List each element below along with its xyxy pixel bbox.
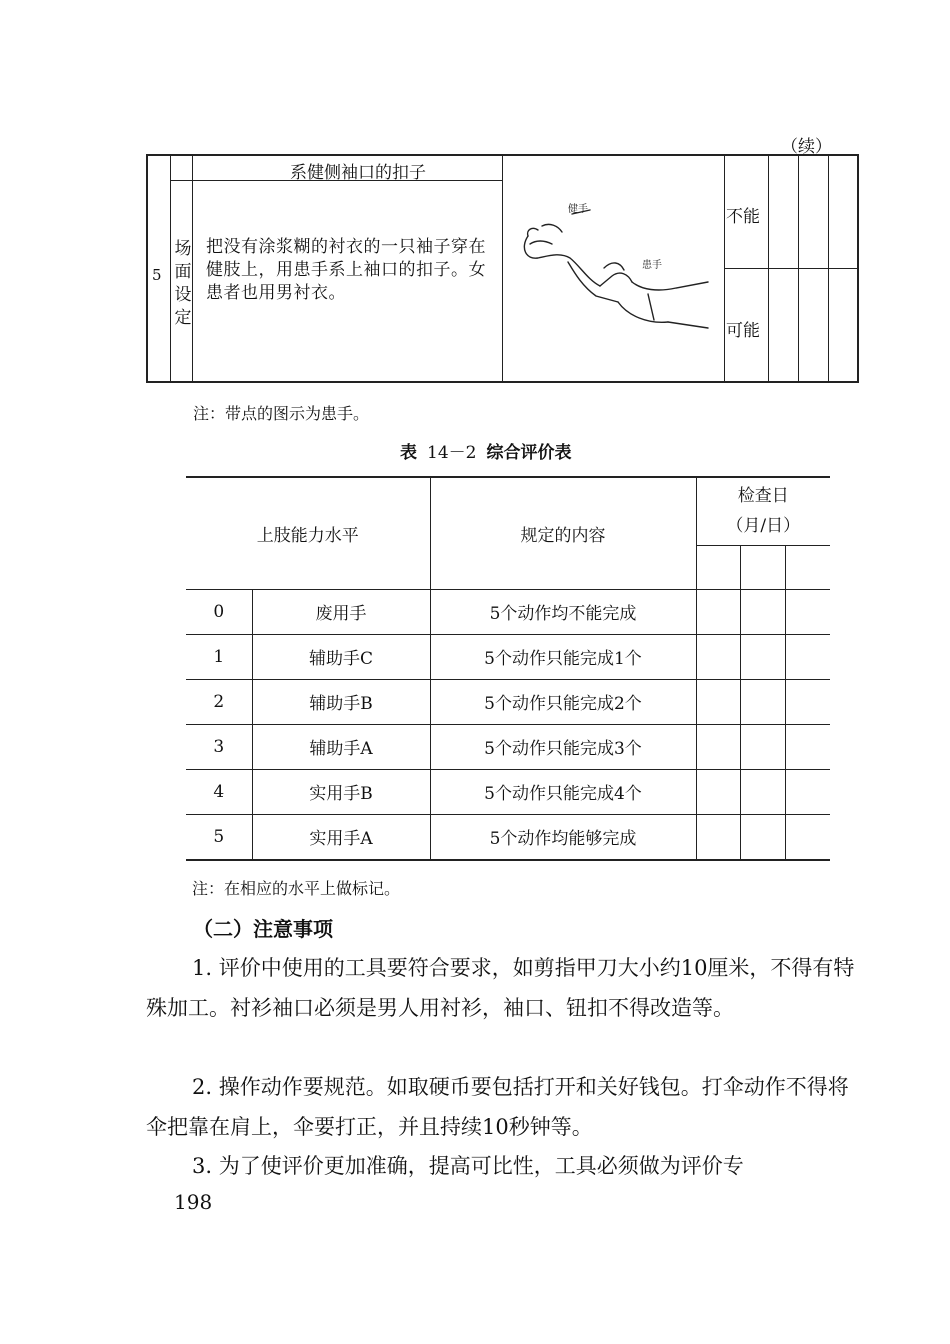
caption-prefix: 表: [400, 443, 417, 463]
name-cell: 辅助手B: [252, 679, 430, 724]
table-divider: [192, 156, 193, 381]
level-cell: 5: [186, 814, 252, 860]
date-cell: [785, 589, 830, 634]
hand-buttoning-illustration: [508, 196, 720, 346]
content-cell: 5个动作只能完成1个: [430, 634, 696, 679]
date-cell: [696, 769, 740, 814]
affected-hand-label: 患手: [642, 260, 662, 271]
table-divider: [170, 156, 171, 381]
paragraph: 1. 评价中使用的工具要符合要求，如剪指甲刀大小约10厘米，不得有特殊加工。衬衫袖口必须是男人用衬衫，袖口、钮扣不得改造等。: [146, 956, 855, 1020]
date-cell: [785, 724, 830, 769]
table-row: [186, 679, 830, 724]
task-title: 系健侧袖口的扣子: [290, 163, 426, 183]
level-cell: 0: [186, 589, 252, 634]
name-cell: 实用手B: [252, 769, 430, 814]
task-table: [146, 154, 859, 383]
date-cell: [785, 679, 830, 724]
header-check-line2: （月/日）: [726, 516, 801, 536]
date-cell: [785, 814, 830, 860]
content-cell: 5个动作只能完成2个: [430, 679, 696, 724]
content-cell: 5个动作只能完成4个: [430, 769, 696, 814]
header-content: 规定的内容: [430, 477, 696, 589]
healthy-hand-label: 健手: [568, 204, 588, 215]
date-cell: [696, 724, 740, 769]
name-cell: 辅助手C: [252, 634, 430, 679]
date-cell: [696, 814, 740, 860]
table-row: [186, 634, 830, 679]
date-cell: [696, 589, 740, 634]
table-row: [186, 769, 830, 814]
paragraph: 3. 为了使评价更加准确，提高可比性，工具必须做为评价专: [192, 1154, 744, 1178]
row-number: 5: [152, 266, 162, 284]
table1-note: 注：带点的图示为患手。: [193, 404, 370, 423]
date-cell: [740, 634, 785, 679]
table-divider: [724, 268, 859, 269]
date-cell: [785, 634, 830, 679]
date-cell: [696, 679, 740, 724]
name-cell: 废用手: [252, 589, 430, 634]
name-cell: 辅助手A: [252, 724, 430, 769]
date-cell: [696, 545, 740, 589]
table-divider: [502, 156, 503, 381]
date-cell: [740, 545, 785, 589]
date-cell: [740, 814, 785, 860]
header-check-line1: 检查日: [737, 486, 789, 506]
date-cell: [740, 769, 785, 814]
table2-note: 注：在相应的水平上做标记。: [192, 879, 401, 898]
caption-number: 14－2: [427, 443, 477, 463]
date-cell: [740, 589, 785, 634]
paragraph: 2. 操作动作要规范。如取硬币要包括打开和关好钱包。打伞动作不得将伞把靠在肩上，伞要打正，并且持续10秒钟等。: [146, 1075, 849, 1139]
caption-title: 综合评价表: [486, 443, 572, 463]
header-level: 上肢能力水平: [186, 477, 430, 589]
level-cell: 2: [186, 679, 252, 724]
content-cell: 5个动作均能够完成: [430, 814, 696, 860]
option-cannot: 不能: [726, 207, 760, 227]
table-row: [186, 589, 830, 634]
content-cell: 5个动作只能完成3个: [430, 724, 696, 769]
content-cell: 5个动作均不能完成: [430, 589, 696, 634]
task-description: 把没有涂浆糊的衬衣的一只袖子穿在健肢上，用患手系上袖口的扣子。女患者也用男衬衣。: [206, 237, 486, 303]
section-heading: （二）注意事项: [193, 917, 333, 941]
level-cell: 1: [186, 634, 252, 679]
continued-label: （续）: [781, 137, 832, 157]
option-can: 可能: [726, 321, 760, 341]
evaluation-table: [186, 476, 830, 861]
level-cell: 3: [186, 724, 252, 769]
name-cell: 实用手A: [252, 814, 430, 860]
header-check-date: [696, 477, 830, 545]
category-label: 场 面 设 定: [174, 239, 192, 328]
level-cell: 4: [186, 769, 252, 814]
page-number: 198: [174, 1190, 213, 1214]
date-cell: [785, 769, 830, 814]
date-cell: [740, 679, 785, 724]
date-cell: [785, 545, 830, 589]
table-row: [186, 724, 830, 769]
date-cell: [696, 634, 740, 679]
table-caption: [400, 438, 571, 463]
table-row: [186, 814, 830, 860]
date-cell: [740, 724, 785, 769]
